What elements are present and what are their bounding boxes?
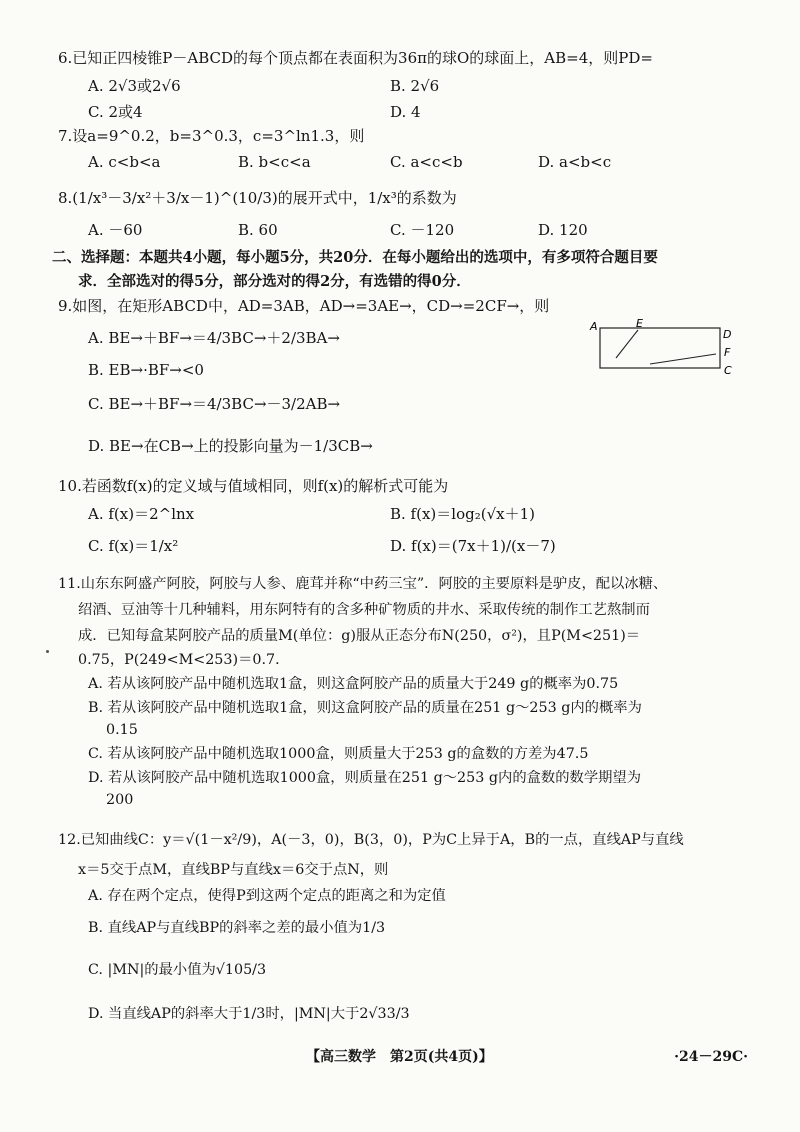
- footer-code: ·24－29C·: [674, 1049, 748, 1065]
- q10-option-b: B. f(x)＝log₂(√x＋1): [390, 505, 535, 523]
- q8-option-c: C. －120: [390, 221, 455, 239]
- q11-option-c: C. 若从该阿胶产品中随机选取1000盒，则质量大于253 g的盒数的方差为47.5: [88, 746, 589, 762]
- q10-stem: 10.若函数f(x)的定义域与值域相同，则f(x)的解析式可能为: [58, 477, 449, 495]
- label-f: F: [724, 346, 731, 359]
- q11-option-d: D. 若从该阿胶产品中随机选取1000盒，则质量在251 g～253 g内的盒数的数学期望为: [88, 770, 642, 786]
- q6-option-c: C. 2或4: [88, 103, 143, 121]
- q11-line-4: 0.75，P(249<M<253)＝0.7．: [78, 652, 290, 668]
- section-2-instructions: 求．全部选对的得5分，部分选对的得2分，有选错的得0分．: [78, 273, 471, 290]
- q12-line-2: x＝5交于点M，直线BP与直线x＝6交于点N，则: [78, 862, 389, 878]
- q11-option-b: B. 若从该阿胶产品中随机选取1盒，则这盒阿胶产品的质量在251 g～253 g内的概率为: [88, 700, 642, 716]
- q11-line-2: 绍酒、豆油等十几种辅料，用东阿特有的含多种矿物质的井水、采取传统的制作工艺熬制而: [78, 602, 650, 618]
- q6-option-d: D. 4: [390, 103, 421, 121]
- q11-option-b-cont: 0.15: [106, 722, 138, 738]
- q7-option-c: C. a<c<b: [390, 153, 463, 171]
- segment-be: [616, 330, 638, 358]
- q12-line-1: 12.已知曲线C：y＝√(1－x²/9)，A(－3，0)，B(3，0)，P为C上异于A，B的一点，直线AP与直线: [58, 832, 684, 848]
- page-footer: [0, 1046, 800, 1068]
- q11-line-1: 11.山东东阿盛产阿胶，阿胶与人参、鹿茸并称“中药三宝”．阿胶的主要原料是驴皮，配以冰糖、: [58, 576, 668, 592]
- q10-option-d: D. f(x)＝(7x＋1)/(x－7): [390, 537, 556, 555]
- q8-option-d: D. 120: [538, 221, 588, 239]
- q10-option-c: C. f(x)＝1/x²: [88, 537, 179, 555]
- section-2-heading: 二、选择题：本题共4小题，每小题5分，共20分．在每小题给出的选项中，有多项符合题目要: [52, 249, 658, 266]
- q8-option-a: A. －60: [88, 221, 143, 239]
- q10-option-a: A. f(x)＝2^lnx: [88, 505, 195, 523]
- label-a: A: [590, 320, 598, 333]
- q9-option-d: D. BE→在CB→上的投影向量为－1/3CB→: [88, 437, 373, 455]
- label-e: E: [636, 317, 643, 330]
- q11-option-d-cont: 200: [106, 792, 134, 808]
- q8-option-b: B. 60: [238, 221, 278, 239]
- q11-option-a: A. 若从该阿胶产品中随机选取1盒，则这盒阿胶产品的质量大于249 g的概率为0.75: [88, 676, 619, 692]
- scan-speck: [46, 650, 49, 653]
- q9-option-a: A. BE→＋BF→＝4/3BC→＋2/3BA→: [88, 329, 340, 347]
- q6-option-b: B. 2√6: [390, 77, 440, 95]
- label-d: D: [723, 328, 732, 341]
- q6-option-a: A. 2√3或2√6: [88, 77, 181, 95]
- q7-option-a: A. c<b<a: [88, 153, 161, 171]
- q9-stem: 9.如图，在矩形ABCD中，AD=3AB，AD→=3AE→，CD→=2CF→，则: [58, 297, 550, 315]
- q12-option-a: A. 存在两个定点，使得P到这两个定点的距离之和为定值: [88, 888, 446, 904]
- q6-stem: 6.已知正四棱锥P－ABCD的每个顶点都在表面积为36π的球O的球面上，AB=4，则PD=: [58, 49, 653, 67]
- q11-line-3: 成．已知每盒某阿胶产品的质量M(单位：g)服从正态分布N(250，σ²)，且P(M<251)＝: [78, 628, 641, 644]
- label-c: C: [724, 364, 732, 377]
- q7-stem: 7.设a=9^0.2，b=3^0.3，c=3^ln1.3，则: [58, 127, 365, 145]
- q8-stem: 8.(1/x³－3/x²＋3/x－1)^(10/3)的展开式中，1/x³的系数为: [58, 189, 457, 207]
- rectangle-figure: [588, 316, 738, 386]
- q9-option-c: C. BE→＋BF→＝4/3BC→－3/2AB→: [88, 395, 341, 413]
- footer-page-info: 【高三数学 第2页(共4页)】: [306, 1049, 493, 1065]
- q7-option-d: D. a<b<c: [538, 153, 612, 171]
- q12-option-d: D. 当直线AP的斜率大于1/3时，|MN|大于2√33/3: [88, 1006, 410, 1022]
- q12-option-c: C. |MN|的最小值为√105/3: [88, 962, 267, 978]
- segment-bf: [650, 354, 716, 364]
- q7-option-b: B. b<c<a: [238, 153, 311, 171]
- q9-option-b: B. EB→·BF→<0: [88, 361, 204, 379]
- q12-option-b: B. 直线AP与直线BP的斜率之差的最小值为1/3: [88, 920, 386, 936]
